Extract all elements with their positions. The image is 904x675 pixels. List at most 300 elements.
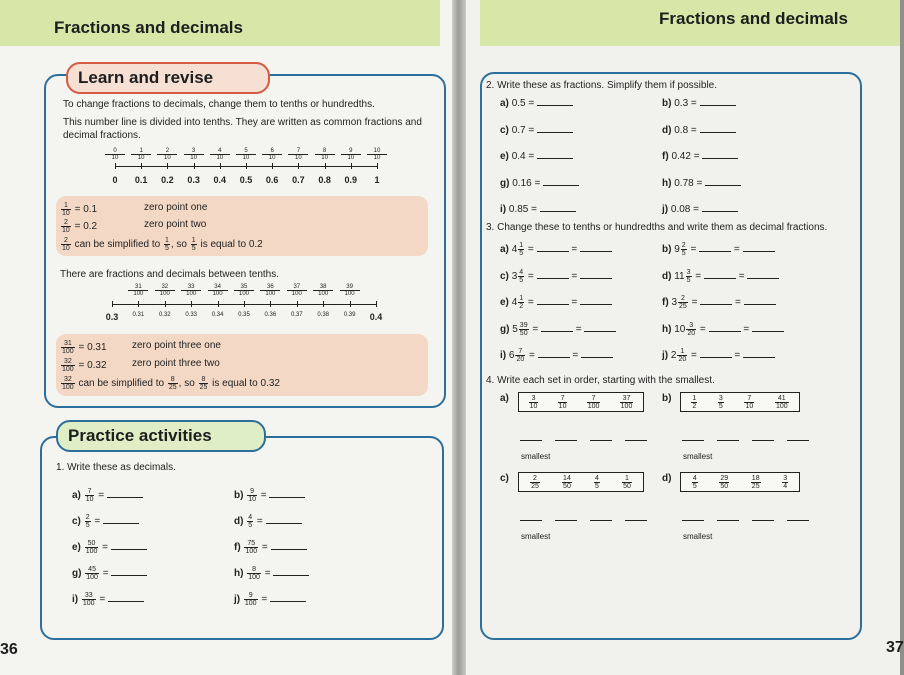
denominator: 100 <box>344 291 355 297</box>
answer-blank[interactable] <box>743 242 775 252</box>
between-text: There are fractions and decimals between tenths. <box>60 269 280 280</box>
denominator: 50 <box>519 329 528 337</box>
answer-blank[interactable] <box>699 242 731 252</box>
numerator: 3 <box>783 474 788 482</box>
hundredths-number-line <box>0 284 452 324</box>
fraction <box>530 475 540 490</box>
denominator: 100 <box>775 402 788 410</box>
number-line-tick <box>194 163 195 169</box>
number-line-tick <box>350 301 351 307</box>
numerator: 4 <box>210 148 230 155</box>
question-3-item: j) 2 $\frac{1}{20}$ = = <box>662 348 775 363</box>
item-value: 0.5 <box>511 98 526 109</box>
denominator: 10 <box>373 155 381 161</box>
fraction <box>686 269 692 284</box>
tick-decimal: 0 <box>112 175 118 185</box>
right-page <box>466 0 904 675</box>
fraction <box>686 322 696 337</box>
tick-decimal: 0.32 <box>158 312 171 318</box>
denominator: 25 <box>531 482 539 490</box>
item-value: 0.4 <box>511 151 526 162</box>
numerator: 75 <box>244 540 258 548</box>
item-label: b) <box>662 98 672 109</box>
denominator: 50 <box>623 482 631 490</box>
question-2-item: h) 0.78 = <box>662 176 741 189</box>
fraction <box>82 592 96 607</box>
tick-decimal: 0.33 <box>185 312 198 318</box>
numerator: 5 <box>236 148 256 155</box>
question-3-item: g) 5 $\frac{39}{50}$ = = <box>500 322 616 337</box>
number-line-tick <box>325 163 326 169</box>
whole-number: 3 <box>511 270 518 282</box>
item-label: g) <box>500 177 510 189</box>
number-line-tick <box>112 301 113 307</box>
denominator: 5 <box>718 402 723 410</box>
answer-blank[interactable] <box>581 348 613 358</box>
answer-blank[interactable] <box>625 520 647 521</box>
tick-fraction <box>155 284 175 297</box>
answer-blank[interactable] <box>580 269 612 279</box>
answer-blank[interactable] <box>537 242 569 252</box>
page-number-left: 36 <box>0 641 18 658</box>
fraction <box>678 295 688 310</box>
answer-blank[interactable] <box>787 440 809 441</box>
tick-fraction <box>131 148 151 161</box>
numerator: 39 <box>519 321 528 329</box>
question-1-item: h) $\frac{8}{100}$ = <box>234 566 309 581</box>
denominator: 10 <box>321 155 328 161</box>
item-label: b) <box>662 244 672 256</box>
question-2-item: a) 0.5 = <box>500 96 573 109</box>
numerator: 31 <box>128 284 148 291</box>
denominator: 2 <box>692 402 697 410</box>
answer-blank[interactable] <box>682 520 704 521</box>
numerator: 3 <box>686 322 696 330</box>
question-2: 2. Write these as fractions. Simplify them if possible. <box>486 80 718 91</box>
numerator: 37 <box>287 284 307 291</box>
fraction <box>782 475 788 490</box>
smallest-label: smallest <box>521 452 551 461</box>
numerator: 4 <box>692 474 697 482</box>
denominator: 10 <box>268 155 276 161</box>
item-label: j) <box>662 350 669 362</box>
answer-blank[interactable] <box>700 295 732 305</box>
numerator: 1 <box>131 148 151 155</box>
set-label: c) <box>500 473 509 484</box>
tick-fraction <box>181 284 201 297</box>
numerator: 7 <box>288 148 308 155</box>
denominator: 100 <box>318 291 329 297</box>
tick-fraction <box>236 148 256 161</box>
denominator: 50 <box>563 482 571 490</box>
fraction-set-box <box>518 472 644 492</box>
fraction <box>719 475 729 490</box>
item-label: d) <box>234 516 244 528</box>
question-3-item: f) 3 $\frac{2}{25}$ = = <box>662 295 776 310</box>
denominator: 100 <box>238 291 249 297</box>
tick-fraction <box>157 148 177 161</box>
denominator: 20 <box>516 356 525 363</box>
answer-blank[interactable] <box>700 348 732 358</box>
numerator: 32 <box>155 284 175 291</box>
denominator: 10 <box>558 402 567 410</box>
answer-blank[interactable] <box>537 295 569 305</box>
item-label: h) <box>234 568 244 580</box>
fraction <box>247 488 257 503</box>
answer-blank[interactable] <box>584 322 616 332</box>
answer-blank[interactable] <box>538 348 570 358</box>
answer-blank[interactable] <box>590 440 612 441</box>
whole-number: 4 <box>511 297 518 309</box>
numerator: 7 <box>587 395 601 403</box>
intro-text-1: To change fractions to decimals, change them to tenths or hundredths. <box>63 99 375 110</box>
fraction <box>620 395 634 410</box>
answer-blank[interactable] <box>107 488 143 498</box>
denominator: 100 <box>186 291 197 297</box>
chapter-title: Fractions and decimals <box>54 18 243 37</box>
fraction <box>518 295 524 310</box>
item-label: d) <box>662 124 672 136</box>
smallest-label: smallest <box>683 452 713 461</box>
answer-blank[interactable] <box>266 514 302 524</box>
tick-fraction <box>287 284 307 297</box>
item-label: c) <box>500 270 509 282</box>
fraction <box>529 395 539 410</box>
answer-blank[interactable] <box>702 202 738 212</box>
answer-blank[interactable] <box>717 440 739 441</box>
numerator: 39 <box>340 284 360 291</box>
question-2-item: g) 0.16 = <box>500 176 579 189</box>
answer-blank[interactable] <box>700 96 736 106</box>
tick-decimal: 0.37 <box>290 312 303 318</box>
denominator: 5 <box>519 250 524 257</box>
fraction <box>681 242 687 257</box>
answer-blank[interactable] <box>744 295 776 305</box>
answer-blank[interactable] <box>752 520 774 521</box>
numerator: 9 <box>247 488 257 496</box>
tick-decimal: 0.2 <box>161 175 174 185</box>
fraction-set-box <box>680 472 800 492</box>
number-line-tick <box>165 301 166 307</box>
item-label: e) <box>500 297 509 309</box>
answer-blank[interactable] <box>752 440 774 441</box>
number-line-tick <box>115 163 116 169</box>
answer-blank[interactable] <box>580 295 612 305</box>
item-label: d) <box>662 270 672 282</box>
question-3-item: d) 11 $\frac{3}{5}$ = = <box>662 269 779 284</box>
number-line-tick <box>272 163 273 169</box>
answer-blank[interactable] <box>543 176 579 186</box>
fraction <box>562 475 572 490</box>
denominator: 10 <box>248 496 257 503</box>
answer-blank[interactable] <box>702 149 738 159</box>
item-label: a) <box>500 244 509 256</box>
page-number-right: 37 <box>886 639 904 656</box>
fraction <box>594 475 600 490</box>
denominator: 10 <box>347 155 355 161</box>
denominator: 25 <box>679 303 687 310</box>
question-1-item: c) $\frac{2}{5}$ = <box>72 514 139 529</box>
tick-fraction <box>105 148 125 161</box>
denominator: 5 <box>595 482 599 490</box>
numerator: 7 <box>85 488 95 496</box>
number-line-tick <box>244 301 245 307</box>
numerator: 29 <box>720 474 729 482</box>
numerator: 3 <box>718 394 723 402</box>
item-label: g) <box>500 323 510 335</box>
number-line-tick <box>298 163 299 169</box>
answer-blank[interactable] <box>103 514 139 524</box>
item-label: f) <box>662 151 669 162</box>
denominator: 100 <box>248 574 260 581</box>
denominator: 5 <box>692 482 697 490</box>
denominator: 100 <box>244 600 257 607</box>
fraction <box>691 395 697 410</box>
answer-blank[interactable] <box>271 540 307 550</box>
answer-blank[interactable] <box>537 96 573 106</box>
fraction: $\frac{1}{10}$ <box>62 202 70 217</box>
tick-decimal: 0.34 <box>211 312 224 318</box>
denominator: 100 <box>245 548 258 555</box>
question-4: 4. Write each set in order, starting with the smallest. <box>486 375 715 386</box>
fraction <box>515 348 525 363</box>
item-label: a) <box>500 98 509 109</box>
denominator: 10 <box>85 496 94 503</box>
denominator: 20 <box>678 356 687 363</box>
numerator: 14 <box>563 474 571 482</box>
tick-decimal: 0.5 <box>239 175 253 185</box>
tick-fraction <box>288 148 308 161</box>
numerator: 3 <box>686 268 691 276</box>
numerator: 2 <box>530 475 540 483</box>
question-2-item: j) 0.08 = <box>662 202 738 215</box>
question-1-item: e) $\frac{50}{100}$ = <box>72 540 147 555</box>
answer-blank[interactable] <box>752 322 784 332</box>
denominator: 100 <box>291 291 302 297</box>
tick-fraction <box>313 284 333 297</box>
numerator: 6 <box>262 148 282 155</box>
fraction <box>775 395 789 410</box>
learn-heading: Learn and revise <box>66 62 270 94</box>
numerator: 8 <box>247 566 261 574</box>
tick-decimal: 0.38 <box>317 312 330 318</box>
smallest-label: smallest <box>521 532 551 541</box>
denominator: 4 <box>783 482 788 490</box>
numerator: 50 <box>85 540 99 548</box>
answer-blank[interactable] <box>537 123 573 133</box>
answer-blank[interactable] <box>270 592 306 602</box>
answer-blank[interactable] <box>787 520 809 521</box>
numerator: 4 <box>519 268 524 276</box>
fraction <box>247 514 253 529</box>
item-label: f) <box>234 542 241 554</box>
numerator: 3 <box>184 148 204 155</box>
answer-blank[interactable] <box>709 322 741 332</box>
numerator: 1 <box>519 295 524 302</box>
answer-blank[interactable] <box>540 202 576 212</box>
fraction <box>751 475 761 490</box>
denominator: 10 <box>295 155 302 161</box>
fraction <box>244 592 258 607</box>
whole-number: 9 <box>674 244 680 256</box>
number-line-tick <box>376 301 377 307</box>
item-value: 0.08 <box>670 204 691 215</box>
fraction-set-box <box>518 392 644 412</box>
answer-blank[interactable] <box>555 440 577 441</box>
fraction <box>85 566 99 581</box>
denominator: 100 <box>133 291 144 297</box>
number-line-tick <box>191 301 192 307</box>
denominator: 10 <box>190 155 197 161</box>
question-1: 1. Write these as decimals. <box>56 462 176 473</box>
denominator: 100 <box>159 291 170 297</box>
question-3: 3. Change these to tenths or hundredths and write them as decimal fractions. <box>486 222 828 233</box>
item-label: h) <box>662 323 672 335</box>
fraction <box>718 395 724 410</box>
tenths-example-3: $\frac{2}{10}$ can be simplified to $\frac{1}{5}$ , so $\frac{1}{5}$ is equal to 0.2 <box>62 237 263 252</box>
numerator: 33 <box>181 284 201 291</box>
item-label: e) <box>500 151 509 162</box>
numerator: 1 <box>677 348 687 356</box>
numerator: 3 <box>529 395 539 403</box>
whole-number: 3 <box>671 297 678 309</box>
answer-blank[interactable] <box>537 149 573 159</box>
answer-blank[interactable] <box>520 440 542 441</box>
whole-number: 6 <box>508 350 515 362</box>
tick-fraction <box>340 284 360 297</box>
item-label: e) <box>72 542 81 554</box>
tick-fraction <box>208 284 228 297</box>
fraction: $\frac{2}{10}$ <box>62 219 70 234</box>
number-line-tick <box>351 163 352 169</box>
smallest-label: smallest <box>683 532 713 541</box>
answer-blank[interactable] <box>704 269 736 279</box>
question-3-item: e) 4 $\frac{1}{2}$ = = <box>500 295 612 310</box>
answer-blank[interactable] <box>541 322 573 332</box>
question-3-item: i) 6 $\frac{7}{20}$ = = <box>500 348 613 363</box>
answer-blank[interactable] <box>108 592 144 602</box>
denominator: 100 <box>587 402 600 410</box>
tick-decimal: 0.9 <box>344 175 358 185</box>
tick-decimal: 0.3 <box>187 175 200 185</box>
answer-blank[interactable] <box>705 176 741 186</box>
answer-blank[interactable] <box>743 348 775 358</box>
numerator: 9 <box>341 148 361 155</box>
tick-fraction <box>262 148 282 161</box>
fraction <box>85 540 99 555</box>
question-1-item: j) $\frac{9}{100}$ = <box>234 592 306 607</box>
tick-decimal: 0.4 <box>213 175 227 185</box>
question-3-item: c) 3 $\frac{4}{5}$ = = <box>500 269 612 284</box>
question-3-item: b) 9 $\frac{2}{5}$ = = <box>662 242 775 257</box>
question-3-item: a) 4 $\frac{1}{5}$ = = <box>500 242 612 257</box>
fraction <box>744 395 754 410</box>
answer-blank[interactable] <box>269 488 305 498</box>
item-label: j) <box>234 594 241 606</box>
question-2-item: c) 0.7 = <box>500 123 573 136</box>
denominator: 10 <box>242 155 250 161</box>
tick-fraction <box>260 284 280 297</box>
fraction <box>244 540 258 555</box>
answer-blank[interactable] <box>700 123 736 133</box>
item-label: i) <box>500 350 507 362</box>
answer-blank[interactable] <box>520 520 542 521</box>
question-2-item: i) 0.85 = <box>500 202 576 215</box>
tick-decimal: 0.1 <box>134 175 148 185</box>
question-1-item: d) $\frac{4}{5}$ = <box>234 514 302 529</box>
answer-blank[interactable] <box>590 520 612 521</box>
numerator: 10 <box>367 148 387 155</box>
answer-blank[interactable] <box>747 269 779 279</box>
fraction <box>692 475 698 490</box>
set-label: a) <box>500 393 509 404</box>
numerator: 7 <box>515 348 525 356</box>
tick-fraction <box>341 148 361 161</box>
answer-blank[interactable] <box>111 540 147 550</box>
fraction <box>587 395 601 410</box>
book-gutter <box>452 0 466 675</box>
answer-blank[interactable] <box>625 440 647 441</box>
tenths-example-1: $\frac{1}{10}$ = 0.1 zero point one <box>62 202 208 217</box>
numerator: 2 <box>85 514 90 521</box>
fraction <box>518 242 524 257</box>
denominator: 100 <box>265 291 276 297</box>
number-line-tick <box>218 301 219 307</box>
denominator: 5 <box>248 522 253 529</box>
numerator: 38 <box>313 284 333 291</box>
answer-blank[interactable] <box>580 242 612 252</box>
numerator: 18 <box>751 474 760 482</box>
answer-blank[interactable] <box>537 269 569 279</box>
numerator: 34 <box>208 284 228 291</box>
practice-heading: Practice activities <box>56 420 266 452</box>
denominator: 20 <box>687 329 696 337</box>
denominator: 50 <box>720 482 729 490</box>
fraction <box>518 269 524 284</box>
item-value: 0.7 <box>511 124 526 136</box>
whole-number: 2 <box>670 350 677 362</box>
answer-blank[interactable] <box>555 520 577 521</box>
fraction <box>677 348 687 363</box>
numerator: 36 <box>260 284 280 291</box>
answer-blank[interactable] <box>682 440 704 441</box>
intro-text-2: This number line is divided into tenths. They are written as common fractions and decimal fractions. <box>63 117 422 141</box>
item-value: 0.8 <box>674 124 689 136</box>
answer-blank[interactable] <box>111 566 147 576</box>
number-line-tick <box>167 163 168 169</box>
hundredths-example-2: $\frac{32}{100}$ = 0.32 zero point three two <box>62 358 220 373</box>
numerator: 7 <box>558 395 568 403</box>
item-label: c) <box>72 516 81 528</box>
tick-decimal: 0.39 <box>343 312 356 318</box>
numerator: 7 <box>744 395 754 403</box>
question-2-item: f) 0.42 = <box>662 149 738 162</box>
denominator: 5 <box>85 522 90 529</box>
answer-blank[interactable] <box>717 520 739 521</box>
number-line-tick <box>323 301 324 307</box>
number-line-tick <box>220 163 221 169</box>
denominator: 100 <box>212 291 223 297</box>
tick-decimal: 0.3 <box>105 312 119 322</box>
denominator: 5 <box>681 250 686 257</box>
fraction <box>519 322 529 337</box>
item-label: h) <box>662 177 672 189</box>
denominator: 100 <box>86 574 98 581</box>
answer-blank[interactable] <box>273 566 309 576</box>
whole-number: 4 <box>511 244 518 256</box>
question-3-item: h) 10 $\frac{3}{20}$ = = <box>662 322 784 337</box>
number-line-tick <box>377 163 378 169</box>
